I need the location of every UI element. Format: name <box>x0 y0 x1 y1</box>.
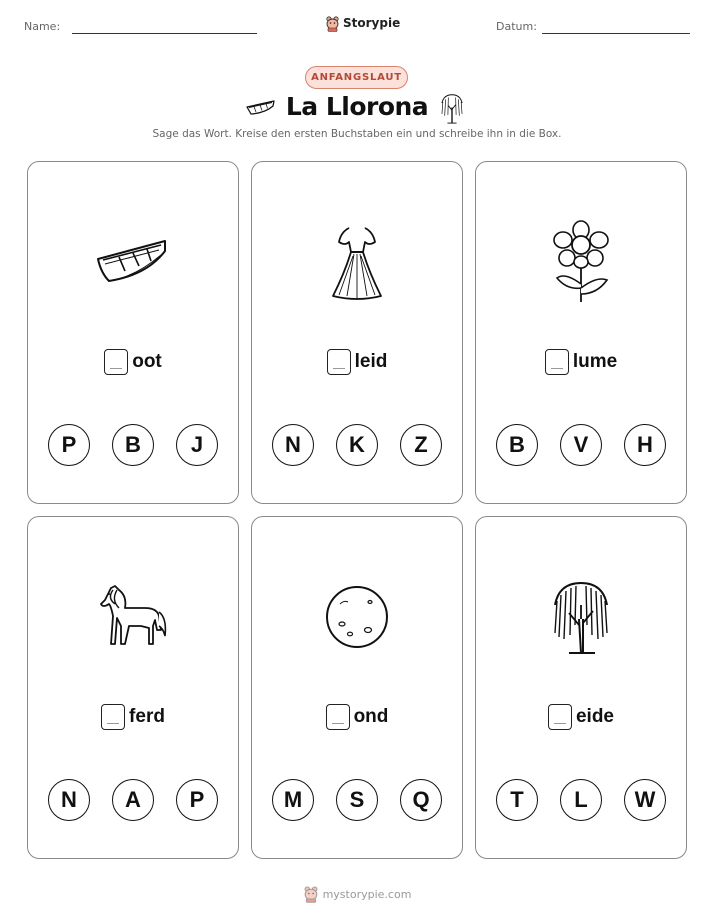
word-ending: ferd <box>129 706 165 727</box>
word-ending: ond <box>353 706 389 727</box>
letter-choice[interactable]: N <box>272 424 314 466</box>
letter-choice[interactable]: J <box>176 424 218 466</box>
letter-choice[interactable]: P <box>48 424 90 466</box>
word-row <box>28 704 238 730</box>
boat-icon <box>95 237 171 287</box>
letter-choice[interactable]: N <box>48 779 90 821</box>
card-picture <box>476 212 686 312</box>
card-picture <box>476 567 686 667</box>
horse-icon <box>97 582 169 652</box>
word-card <box>475 161 687 504</box>
moon-icon <box>324 584 390 650</box>
word-ending: leid <box>354 351 388 372</box>
letter-choice[interactable]: W <box>624 779 666 821</box>
word-card <box>251 516 463 859</box>
answer-box[interactable] <box>326 704 350 730</box>
word-row <box>252 704 462 730</box>
letter-choice[interactable]: V <box>560 424 602 466</box>
word-card <box>27 516 239 859</box>
answer-box[interactable] <box>327 349 351 375</box>
flower-icon <box>551 220 611 304</box>
storypie-mascot-icon <box>325 15 340 32</box>
date-label: Datum: <box>496 20 537 33</box>
letter-choice[interactable]: M <box>272 779 314 821</box>
letter-choices <box>476 424 686 466</box>
answer-box[interactable] <box>545 349 569 375</box>
letter-choices <box>28 779 238 821</box>
letter-choice[interactable]: S <box>336 779 378 821</box>
word-row <box>28 349 238 375</box>
willow-tree-icon <box>438 92 466 124</box>
page-title: La Llorona <box>285 92 429 121</box>
name-label: Name: <box>24 20 61 33</box>
footer <box>0 885 714 903</box>
word-card <box>27 161 239 504</box>
willow-tree-icon <box>549 579 613 655</box>
word-ending: lume <box>572 351 618 372</box>
card-picture <box>252 567 462 667</box>
letter-choice[interactable]: L <box>560 779 602 821</box>
card-picture <box>28 212 238 312</box>
logo-text: Storypie <box>343 16 401 30</box>
letter-choice[interactable]: B <box>496 424 538 466</box>
word-card <box>475 516 687 859</box>
word-row <box>252 349 462 375</box>
answer-box[interactable] <box>101 704 125 730</box>
title-row <box>0 90 714 126</box>
letter-choice[interactable]: H <box>624 424 666 466</box>
letter-choice[interactable]: A <box>112 779 154 821</box>
word-row <box>476 349 686 375</box>
card-picture <box>252 212 462 312</box>
name-line[interactable] <box>72 33 257 34</box>
instruction-text: Sage das Wort. Kreise den ersten Buchstaben ein und schreibe ihn in die Box. <box>152 128 562 140</box>
logo <box>325 13 400 33</box>
category-badge: ANFANGSLAUT <box>305 66 408 89</box>
letter-choice[interactable]: K <box>336 424 378 466</box>
letter-choice[interactable]: Q <box>400 779 442 821</box>
word-row <box>476 704 686 730</box>
letter-choices <box>476 779 686 821</box>
letter-choices <box>28 424 238 466</box>
letter-choice[interactable]: B <box>112 424 154 466</box>
letter-choices <box>252 779 462 821</box>
letter-choice[interactable]: T <box>496 779 538 821</box>
storypie-mascot-icon <box>303 885 319 903</box>
letter-choice[interactable]: Z <box>400 424 442 466</box>
word-card <box>251 161 463 504</box>
letter-choices <box>252 424 462 466</box>
date-line[interactable] <box>542 33 690 34</box>
card-picture <box>28 567 238 667</box>
answer-box[interactable] <box>104 349 128 375</box>
word-ending: oot <box>132 351 162 372</box>
letter-choice[interactable]: P <box>176 779 218 821</box>
dress-icon <box>327 222 387 302</box>
word-ending: eide <box>575 706 615 727</box>
footer-url[interactable]: mystorypie.com <box>322 887 412 901</box>
answer-box[interactable] <box>548 704 572 730</box>
